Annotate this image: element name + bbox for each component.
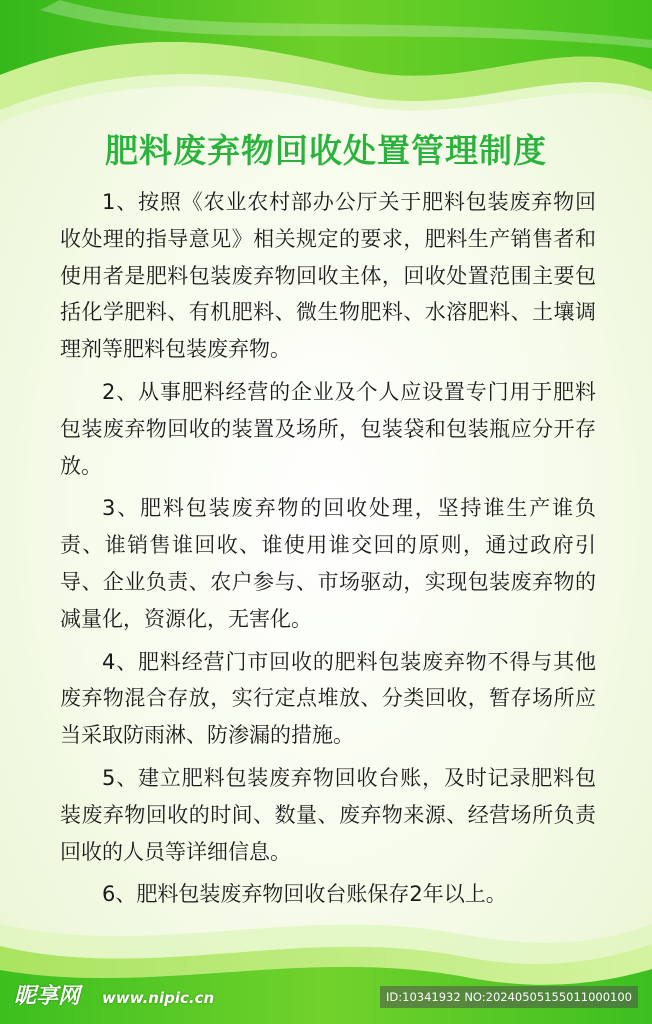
rules-content [60,184,596,919]
watermark-url: www.nipic.cn [102,989,215,1007]
rule-paragraph-6: 6、肥料包装废弃物回收台账保存2年以上。 [102,882,507,907]
rule-paragraph-3: 3、肥料包装废弃物的回收处理，坚持谁生产谁负责、谁销售谁回收、谁使用谁交回的原则，通过政府引导、企业负责、农户参与、市场驱动，实现包装废弃物的减量化，资源化，无害化。 [60,496,596,631]
watermark-id: ID:10341932 NO:20240505155011000100 [380,986,638,1008]
rule-paragraph-1: 1、按照《农业农村部办公厅关于肥料包装废弃物回收处理的指导意见》相关规定的要求，肥料生产销售者和使用者是肥料包装废弃物回收主体，回收处置范围主要包括化学肥料、有机肥料、微生物肥料、水溶肥料、土壤调理剂等肥料包装废弃物。 [60,190,596,362]
watermark-logo: 昵享网 [14,984,81,1009]
rule-paragraph-5: 5、建立肥料包装废弃物回收台账，及时记录肥料包装废弃物回收的时间、数量、废弃物来源、经营场所负责回收的人员等详细信息。 [60,765,596,864]
rule-paragraph-2: 2、从事肥料经营的企业及个人应设置专门用于肥料包装废弃物回收的装置及场所，包装袋和包装瓶应分开存放。 [60,379,596,478]
poster-title: 肥料废弃物回收处置管理制度 [105,131,547,170]
rule-paragraph-4: 4、肥料经营门市回收的肥料包装废弃物不得与其他废弃物混合存放，实行定点堆放、分类回收，暂存场所应当采取防雨淋、防渗漏的措施。 [60,649,596,748]
top-green-wave [0,0,652,140]
